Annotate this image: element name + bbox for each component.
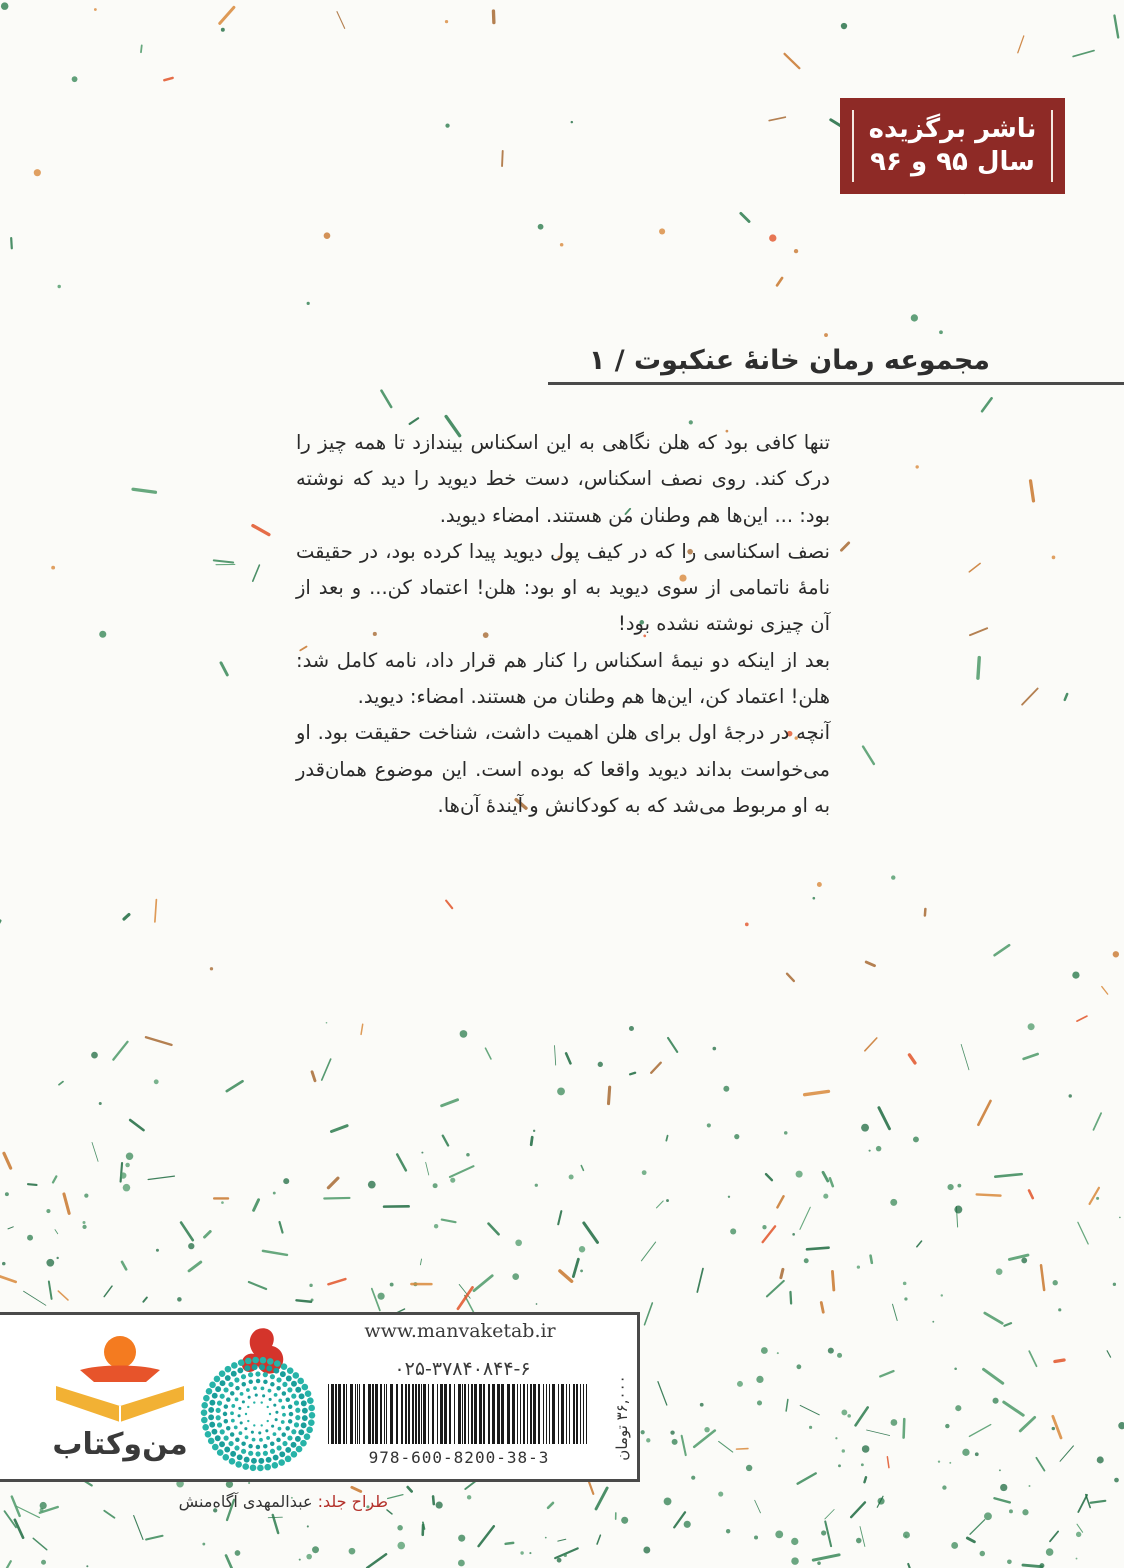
synopsis-paragraph: بعد از اینکه دو نیمهٔ اسکناس را کنار هم قرار داد، نامه کامل شد: هلن! اعتماد کن، این‌ها هم وطنان من هستند. امضاء: دیوید. <box>296 648 830 709</box>
badge-line-2: سال ۹۵ و ۹۶ <box>870 147 1035 177</box>
cover-designer-credit <box>58 1492 388 1511</box>
designer-role: طراح جلد: <box>317 1492 388 1511</box>
title-underline <box>548 382 1124 385</box>
publisher-phone: ۰۲۵-۳۷۸۴۰۸۴۴-۶ <box>394 1358 531 1380</box>
logo-wordmark: من‌وکتاب <box>52 1427 188 1462</box>
badge-line-1: ناشر برگزیده <box>868 114 1037 144</box>
price-label: ۳۶,۰۰۰ تومان <box>613 1375 631 1461</box>
manvaketab-logo <box>40 1330 200 1462</box>
synopsis <box>296 425 830 824</box>
designer-name: عبدالمهدی آگاه‌منش <box>178 1492 313 1511</box>
synopsis-paragraph: تنها کافی بود که هلن نگاهی به این اسکناس بیندازد تا همه چیز را درک کند. روی نصف اسکناس، دست خط دیوید را دید که نوشته بود: ... این‌ها هم وطنان من هستند. امضاء دیوید. <box>296 431 830 527</box>
synopsis-paragraph: آنچه در درجهٔ اول برای هلن اهمیت داشت، شناخت حقیقت بود. او می‌خواست بداند دیوید واقعا که بوده است. این موضوع همان‌قدر به او مربوط می‌شد که به کودکانش و آیندهٔ آن‌ها. <box>296 721 830 817</box>
publisher-website: www.manvaketab.ir <box>364 1320 556 1342</box>
isbn-number: 978-600-8200-38-3 <box>368 1448 550 1467</box>
circular-dot-emblem-icon <box>198 1322 318 1472</box>
isbn-barcode <box>326 1384 592 1444</box>
synopsis-paragraph: نصف اسکناسی را که در کیف پول دیوید پیدا کرده بود، در حقیقت نامهٔ ناتمامی از سوی دیوید به او بود: هلن! اعتماد کن... و بعد از آن چیزی نوشته نشده بود! <box>296 539 830 636</box>
award-badge <box>840 98 1065 194</box>
series-title: مجموعه رمان خانهٔ عنکبوت / ۱ <box>588 345 990 376</box>
